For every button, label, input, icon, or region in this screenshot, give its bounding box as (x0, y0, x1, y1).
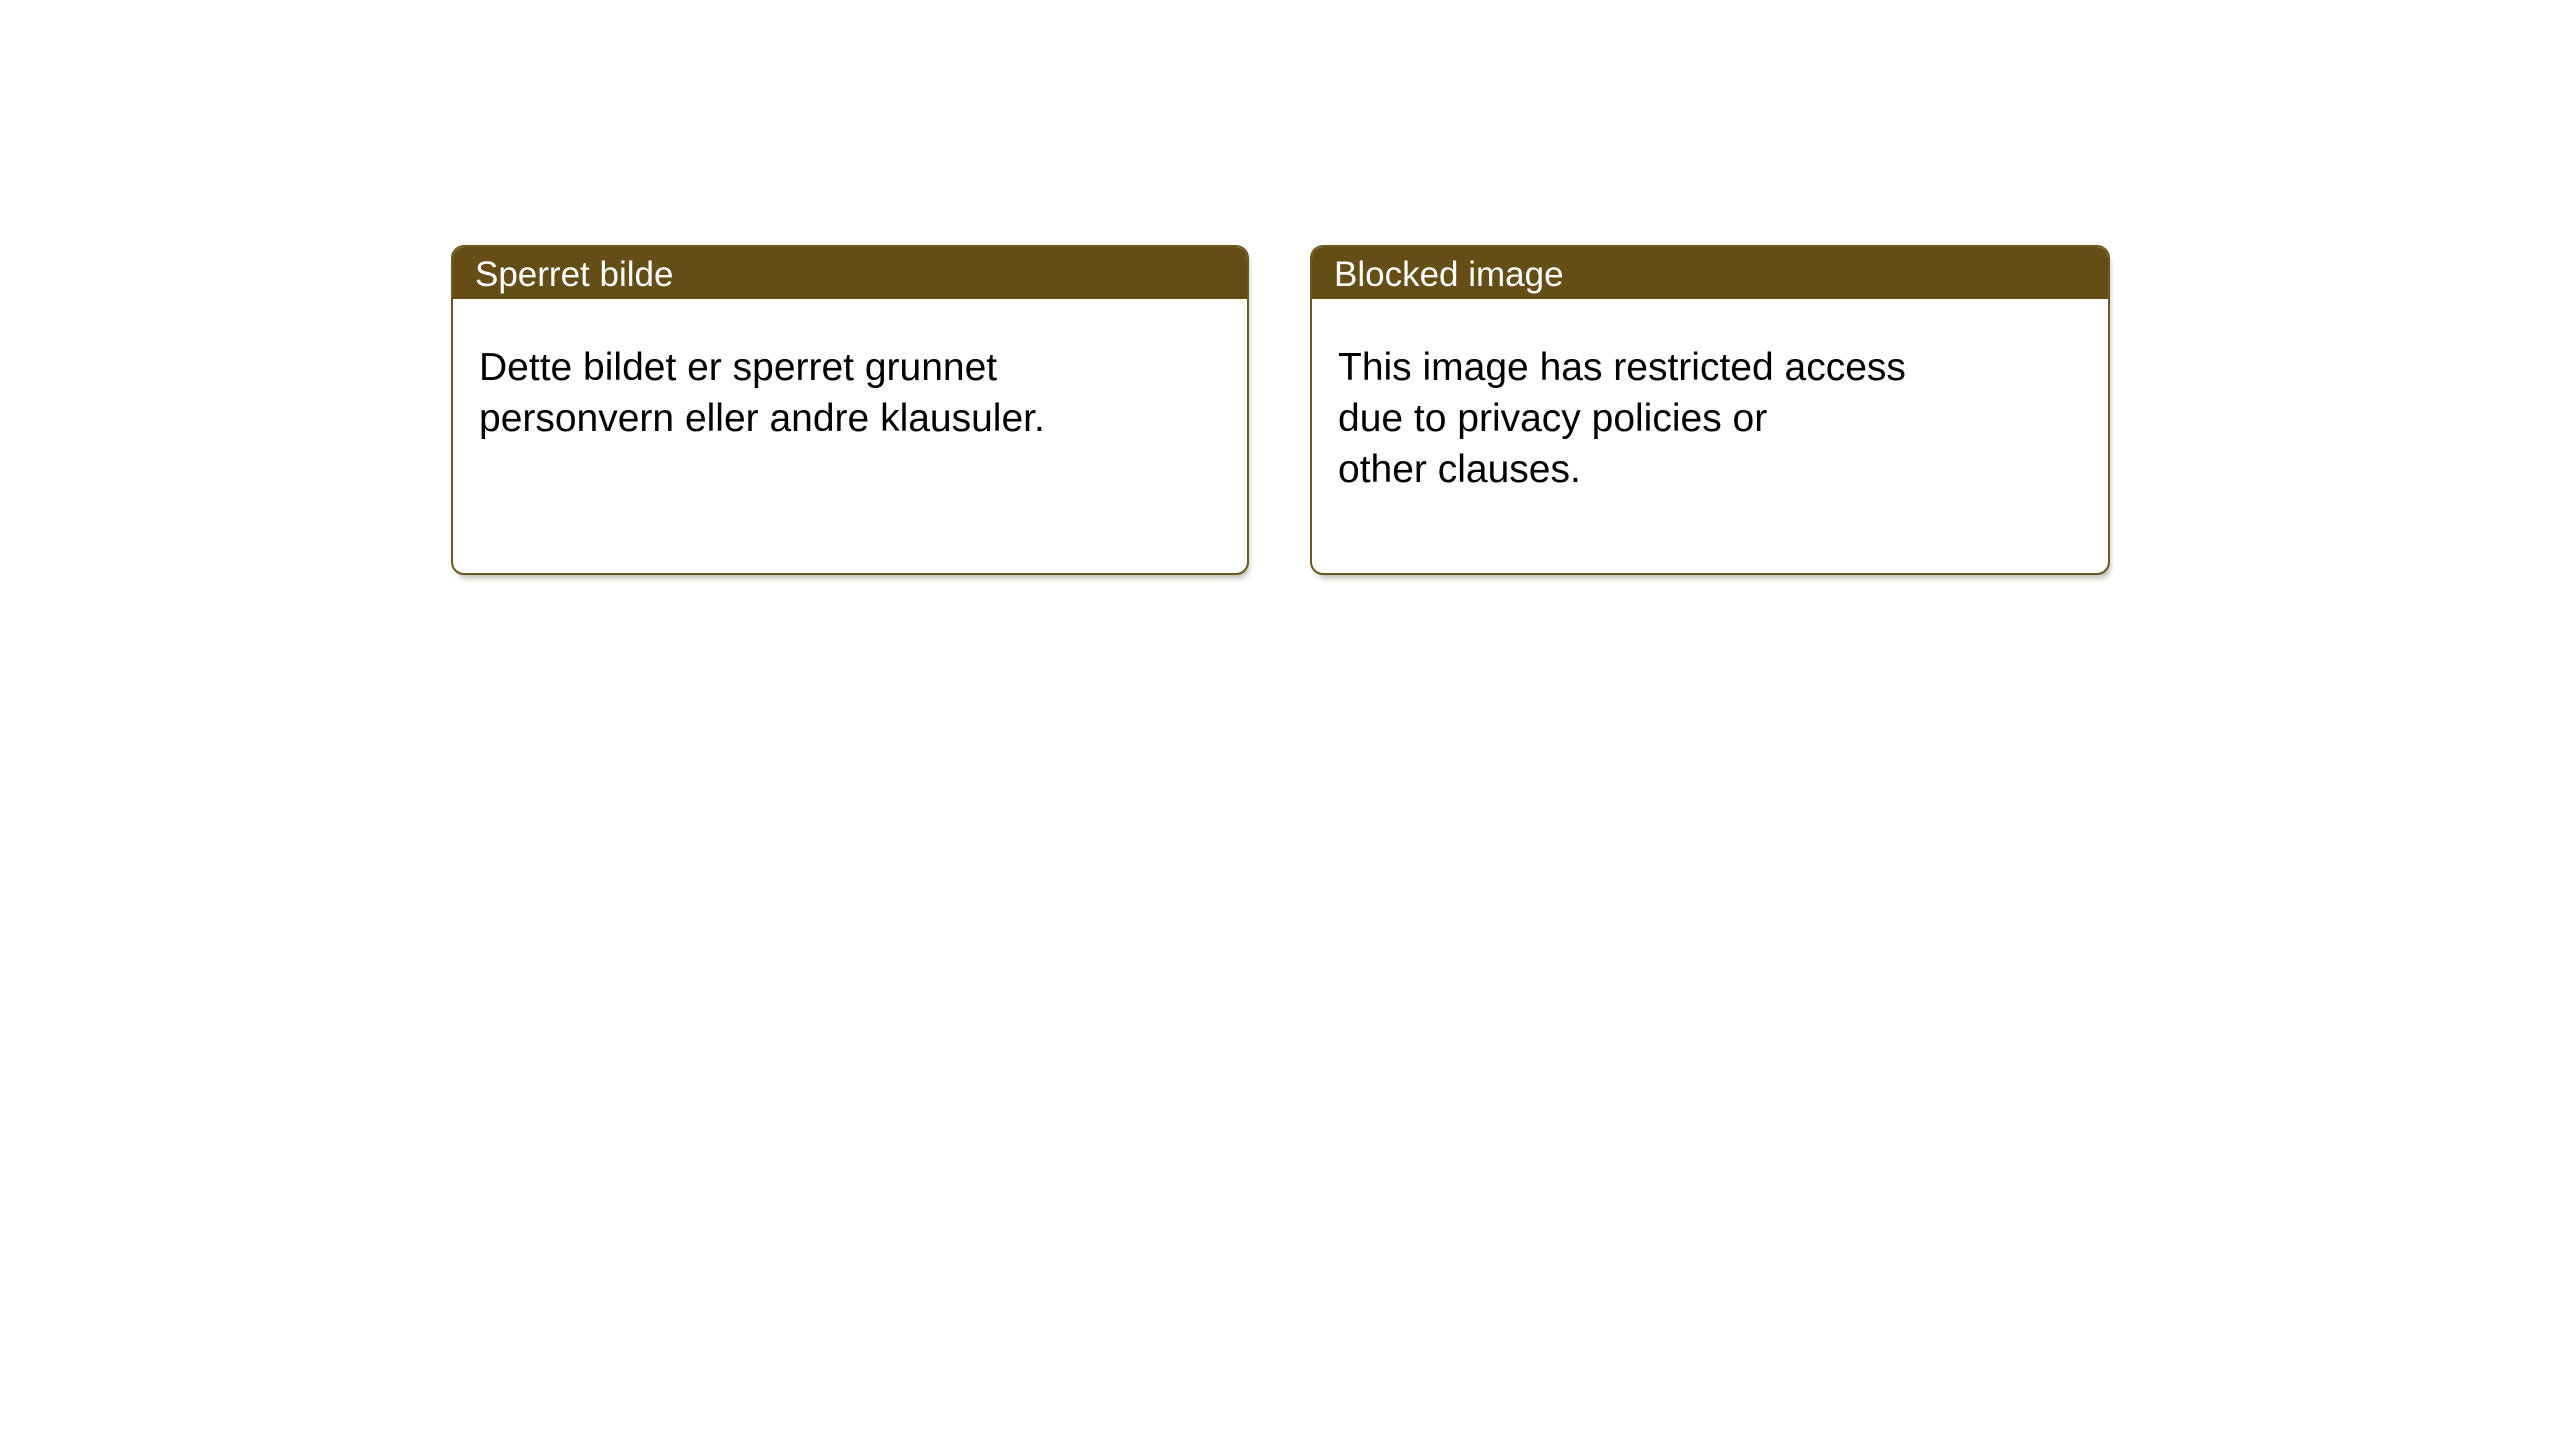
card-title-norwegian: Sperret bilde (453, 247, 1247, 299)
card-message-norwegian: Dette bildet er sperret grunnet personvern eller andre klausuler. (479, 346, 1045, 440)
blocked-image-card-english (1310, 245, 2110, 575)
card-title-english: Blocked image (1312, 247, 2108, 299)
blocked-image-card-norwegian (451, 245, 1249, 575)
card-message-english: This image has restricted access due to privacy policies or other clauses. (1338, 346, 1906, 491)
